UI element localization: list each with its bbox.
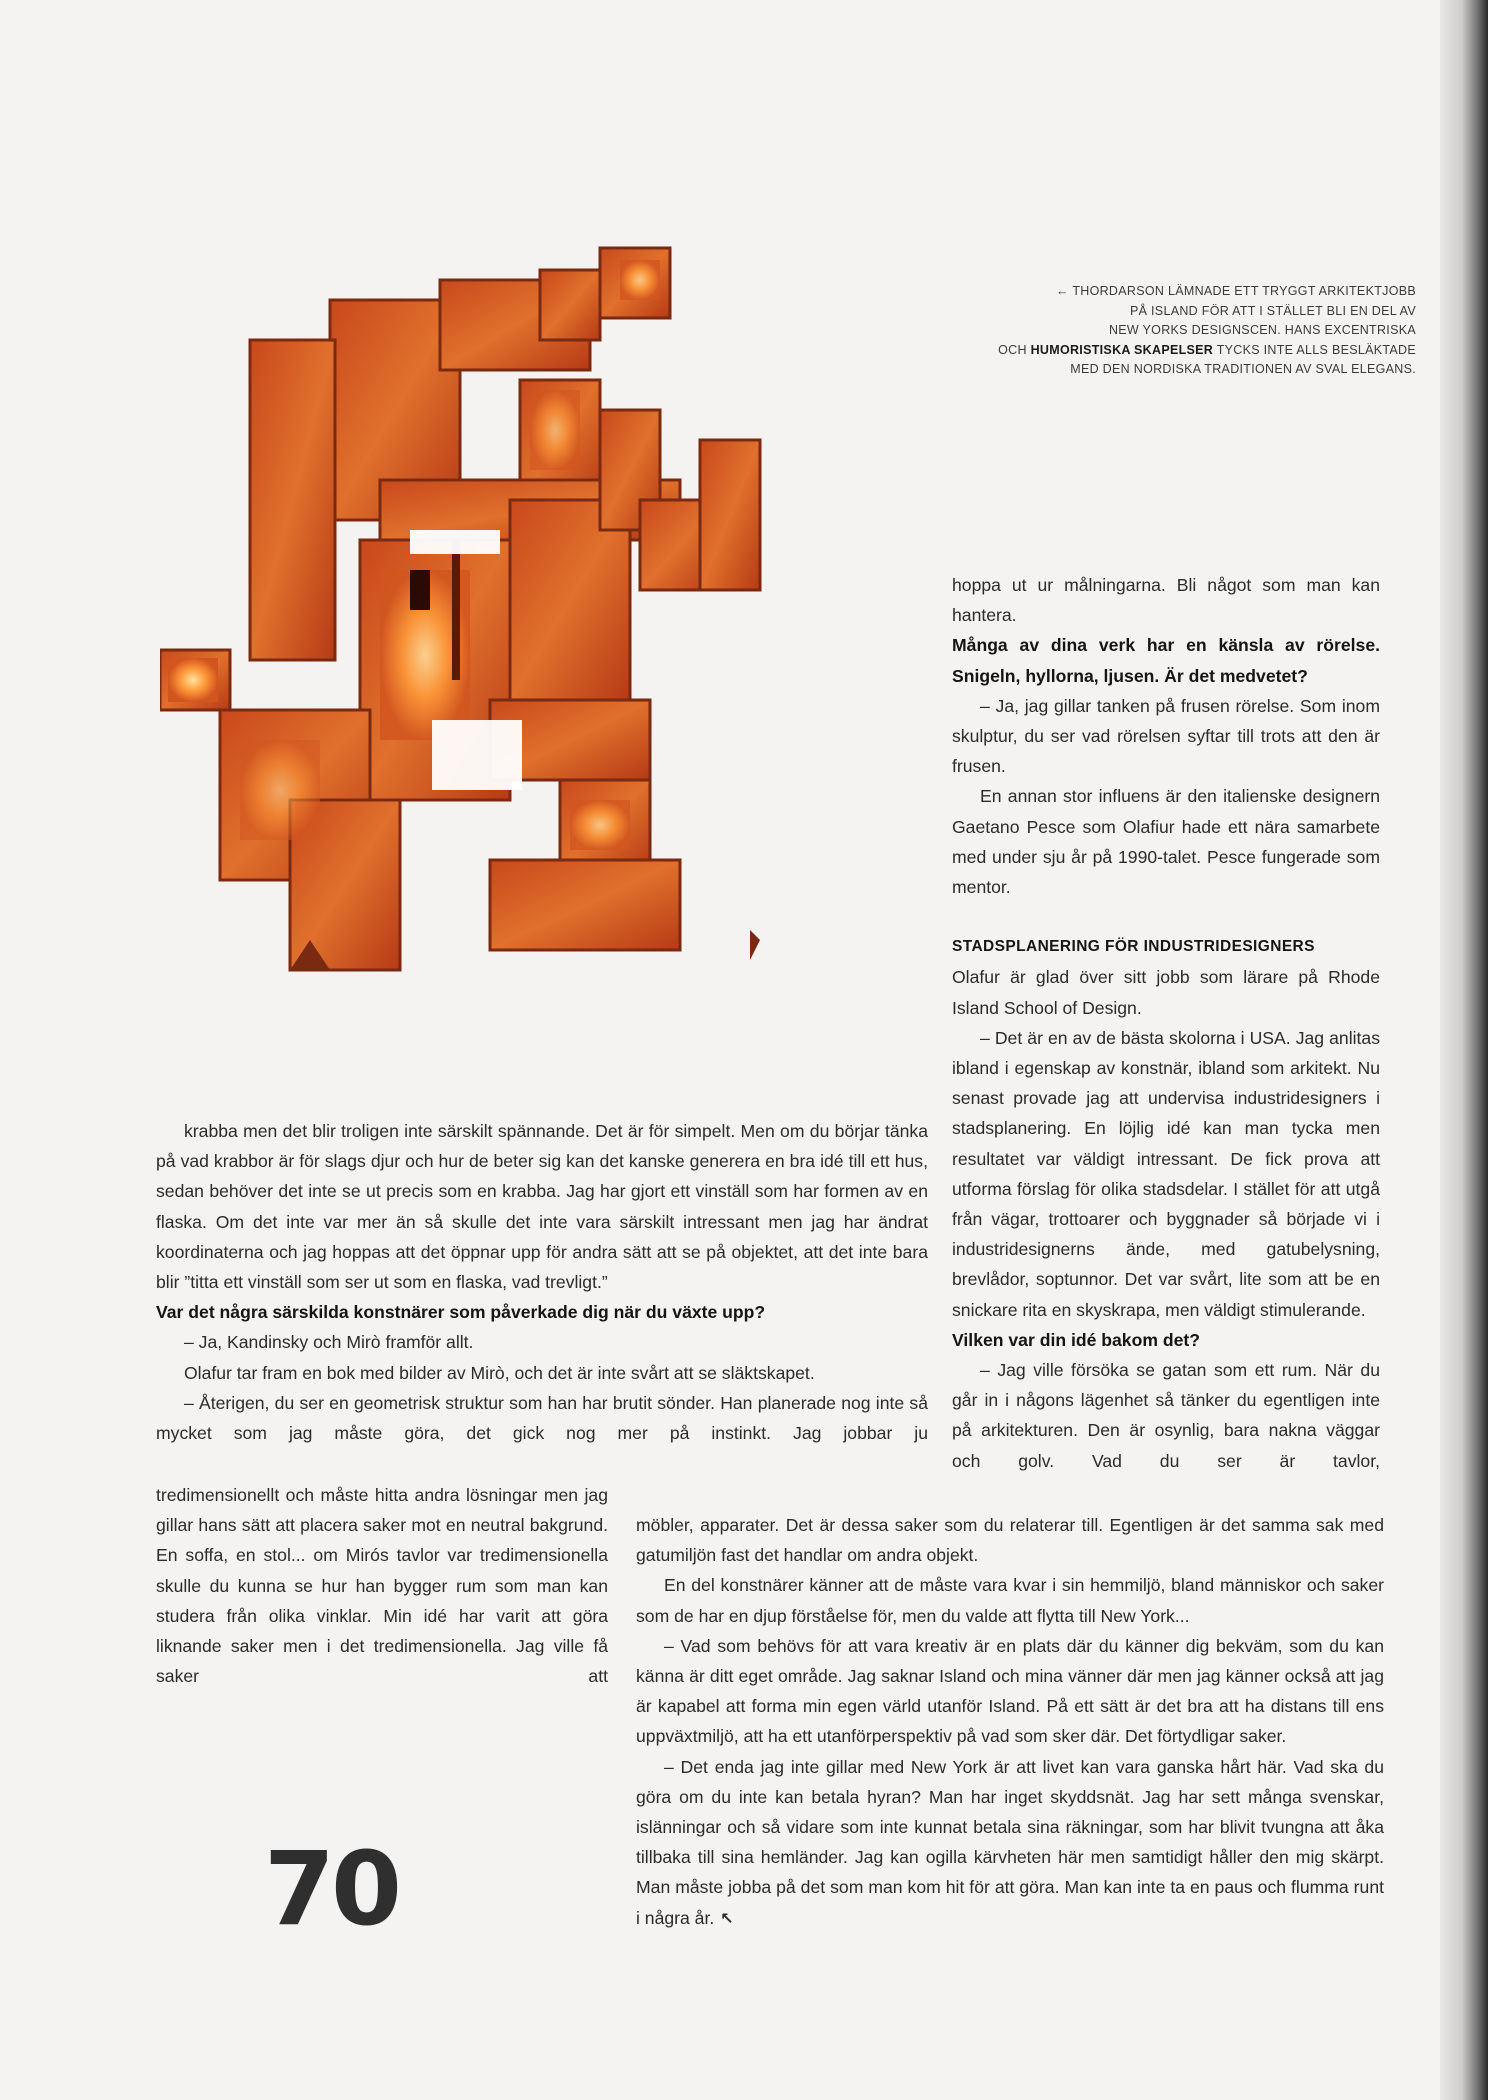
- right-column-paragraph: STADSPLANERING FÖR INDUSTRIDESIGNERS: [952, 938, 1315, 956]
- photo-caption: [940, 282, 1416, 380]
- caption-emphasis: HUMORISTISKA SKAPELSER: [1030, 342, 1214, 357]
- page-gutter-shadow: [1440, 0, 1488, 2100]
- end-mark-icon: ↖: [720, 1910, 734, 1928]
- caption-line-5: MED DEN NORDISKA TRADITIONEN AV SVAL ELEGANS.: [1070, 362, 1416, 376]
- right-column-paragraph: hoppa ut ur målningarna. Bli något som man kan hantera.: [952, 575, 1380, 626]
- left-column-paragraph: Var det några särskilda konstnärer som påverkade dig när du växte upp?: [156, 1302, 766, 1323]
- caption-line-4: OCH HUMORISTISKA SKAPELSER TYCKS INTE ALLS BESLÄKTADE: [998, 342, 1416, 357]
- right-column-paragraph: – Det är en av de bästa skolorna i USA. Jag anlitas ibland i egenskap av konstnär, ibland som arkitekt. Nu senast provade jag att undervisa industridesigners i stadsplanering. En löjlig idé kan man tycka men resultatet var väldigt intressant. De fick prova att utforma förslag för olika stadsdelar. I stället för att utgå från vägar, trottoarer och byggnader så började vi i industridesignerns ände, med gatubelysning, brevlådor, soptunnor. Det var svårt, lite som att be en snickare rita en skyskrapa, men väldigt stimulerande.: [952, 1027, 1380, 1320]
- left-column-paragraph: Olafur tar fram en bok med bilder av Mirò, och det är inte svårt att se släktskapet.: [184, 1362, 815, 1383]
- bottom-column-paragraph: möbler, apparater. Det är dessa saker som du relaterar till. Egentligen är det samma sak med gatumiljön fast det handlar om andra objekt.: [636, 1515, 1384, 1566]
- right-column-paragraph: – Jag ville försöka se gatan som ett rum. När du går in i någons lägenhet så tänker du egentligen inte på arkitekturen. Den är osynlig, bara nakna väggar och golv. Vad du ser är tavlor,: [952, 1360, 1380, 1471]
- bottom-column-paragraph: – Vad som behövs för att vara kreativ är en plats där du känner dig bekväm, som du kan känna är ditt eget område. Jag saknar Island och mina vänner där men jag känner också att jag är kapabel att forma min egen värld utanför Island. På ett sätt är det bra att ha distans till ens uppväxtmiljö, att ha ett utanförperspektiv på vad som sker där. Det förtydligar saker.: [636, 1635, 1384, 1747]
- right-column-paragraph: – Ja, jag gillar tanken på frusen rörelse. Som inom skulptur, du ser vad rörelsen syftar till trots att den är frusen.: [952, 695, 1380, 777]
- sculpture-photo: [160, 240, 880, 1000]
- right-column-paragraph: Vilken var din idé bakom det?: [952, 1329, 1201, 1350]
- left-column-paragraph: – Återigen, du ser en geometrisk struktur som han har brutit sönder. Han planerade nog inte så mycket som jag måste göra, det gick nog mer på instinkt. Jag jobbar ju: [156, 1392, 928, 1444]
- right-column-paragraph: Många av dina verk har en känsla av rörelse. Snigeln, hyllorna, ljusen. Är det medvetet?: [952, 635, 1380, 686]
- bottom-column-paragraph: En del konstnärer känner att de måste vara kvar i sin hemmiljö, bland människor och saker som de har en djup förståelse för, men du valde att flytta till New York...: [636, 1575, 1384, 1626]
- bottom-column: [636, 1510, 1384, 1935]
- caption-line-1: ← THORDARSON LÄMNADE ETT TRYGGT ARKITEKTJOBB: [1055, 284, 1416, 298]
- left-column-paragraph: – Ja, Kandinsky och Mirò framför allt.: [184, 1332, 474, 1353]
- bottom-column-paragraph: – Det enda jag inte gillar med New York är att livet kan vara ganska hårt här. Vad ska du göra om du inte kan betala hyran? Man har inget skyddsnät. Jag har sett många svenskar, islänningar och så vidare som inte kunnat betala sina räkningar, som har blivit tvungna att åka tillbaka till sina hemländer. Jag kan ogilla kärvheten här men samtidigt håller den mig skärpt. Man måste jobba på det som man kom hit för att göra. Man kan inte ta en paus och flumma runt i några år. ↖: [636, 1756, 1384, 1928]
- right-column: [952, 570, 1380, 1476]
- page-number: 70: [264, 1830, 398, 1949]
- caption-line-3: NEW YORKS DESIGNSCEN. HANS EXCENTRISKA: [1108, 323, 1416, 337]
- left-narrow-paragraph: tredimensionellt och måste hitta andra lösningar men jag gillar hans sätt att placera saker mot en neutral bakgrund. En soffa, en stol... om Mirós tavlor var tredimensionella skulle du kunna se hur han bygger rum som man kan studera från olika vinklar. Min idé har varit att göra liknande saker men i det tredimensionella. Jag ville få saker att: [156, 1485, 608, 1687]
- right-column-paragraph: En annan stor influens är den italienske designern Gaetano Pesce som Olafiur hade ett nära samarbete med under sju år på 1990-talet. Pesce fungerade som mentor.: [952, 786, 1380, 898]
- right-column-paragraph: Olafur är glad över sitt jobb som lärare på Rhode Island School of Design.: [952, 967, 1380, 1018]
- caption-line-2: PÅ ISLAND FÖR ATT I STÄLLET BLI EN DEL AV: [1129, 303, 1416, 318]
- left-column-paragraph: krabba men det blir troligen inte särskilt spännande. Det är för simpelt. Men om du börjar tänka på vad krabbor är för slags djur och hur de beter sig kan det kanske generera en bra idé till ett hus, sedan behöver det inte se ut precis som en krabba. Jag har gjort ett vinställ som har formen av en flaska. Om det inte var mer än så skulle det inte vara särskilt intressant men jag har ändrat koordinaterna och jag hoppas att det öppnar upp för andra sätt att se på objektet, att det inte bara blir ”titta ett vinställ som ser ut som en flaska, vad trevligt.”: [156, 1121, 928, 1293]
- left-column: [156, 1116, 928, 1448]
- left-narrow-column: [156, 1480, 608, 1691]
